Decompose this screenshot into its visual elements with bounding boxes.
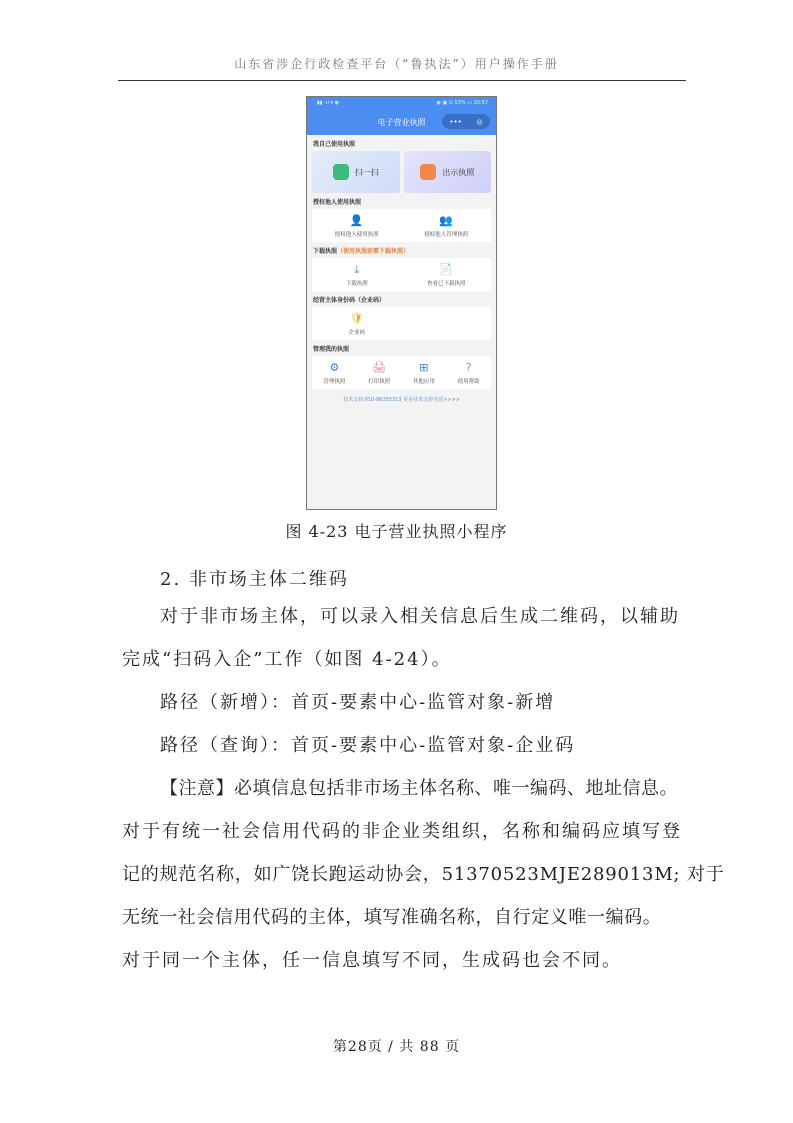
section-download: 下载执照（使用执照前需下载执照） [313,248,410,255]
grid-icon: ⊞ [419,361,429,374]
scan-button[interactable]: 扫一扫 [312,151,400,193]
close-icon[interactable]: ◎ [476,117,483,126]
note-line: 对于有统一社会信用代码的非企业类组织，名称和编码应填写登 [122,821,682,842]
download-note: （使用执照前需下载执照） [337,248,410,255]
note-line: 【注意】必填信息包括非市场主体名称、唯一编码、地址信息。 [160,778,678,799]
download-icon: ⤓ [354,263,360,276]
status-bar [317,100,488,106]
header-divider [118,80,686,81]
note-line: 记的规范名称，如广饶长跑运动协会，51370523MJE289013M; 对于 [122,864,725,885]
note-line: 对于同一个主体，任一信息填写不同，生成码也会不同。 [122,950,622,971]
document-icon: 📄 [439,263,454,276]
note-line: 无统一社会信用代码的主体，填写准确名称，自行定义唯一编码。 [122,907,662,928]
license-card-icon [420,164,436,180]
view-downloaded-button[interactable]: 📄 查看已下载执照 [402,263,492,287]
figure-caption: 图 4-23 电子营业执照小程序 [285,522,508,541]
print-license-button[interactable]: 🖨 打印执照 [357,361,402,385]
authorize-use-button[interactable]: 👤 授权他人使用执照 [312,214,402,238]
mini-program-topbar [307,97,496,135]
section-self: 我自己使用执照 [313,141,356,148]
other-apps-button[interactable]: ⊞ 其他应用 [402,361,447,385]
document-header: 山东省涉企行政检查平台（“鲁执法”）用户操作手册 [234,57,559,71]
entity-code-button[interactable]: 🛡 企业码 [312,312,402,336]
shield-icon: 🛡 [349,312,364,325]
path-query: 路径（查询）：首页-要素中心-监管对象-企业码 [160,735,576,756]
user-icon: 👤 [349,214,364,227]
capsule-menu [442,114,490,129]
section-authorize: 授权他人使用执照 [313,199,362,206]
help-button[interactable]: ? 使用帮助 [446,361,491,385]
more-icon[interactable]: ••• [449,117,462,126]
qr-scan-icon [333,164,349,180]
authorize-manage-button[interactable]: 👥 授权他人管理执照 [402,214,492,238]
download-license-button[interactable]: ⤓ 下载执照 [312,263,402,287]
path-add: 路径（新增）：首页-要素中心-监管对象-新增 [160,692,556,713]
section-entity-code: 经营主体身份码（企业码） [313,297,386,304]
status-right: ◉ ▣ ⊙ 53% ▭ 20:57 [436,100,488,106]
manage-license-button[interactable]: ⚙ 管理执照 [312,361,357,385]
status-left: ▮▮ ‹ıl ▾ ◉ [317,100,339,106]
help-icon: ? [465,361,472,374]
user-gear-icon: 👥 [439,214,454,227]
tech-support-link[interactable]: 技术支持:010-86355313 更多技术支持电话>>>> [343,397,460,403]
paragraph-line: 对于非市场主体，可以录入相关信息后生成二维码，以辅助 [160,606,680,627]
paragraph-line: 完成“扫码入企”工作（如图 4-24）。 [122,649,452,670]
nav-title: 电子营业执照 [377,118,426,127]
gear-icon: ⚙ [329,361,340,374]
section-heading: 2. 非市场主体二维码 [160,569,349,590]
show-license-button[interactable]: 出示执照 [404,151,492,193]
printer-icon: 🖨 [372,361,387,374]
page-number: 第28页 / 共 88 页 [332,1039,461,1055]
section-manage: 管理我的执照 [313,346,350,353]
phone-screenshot [306,96,497,510]
